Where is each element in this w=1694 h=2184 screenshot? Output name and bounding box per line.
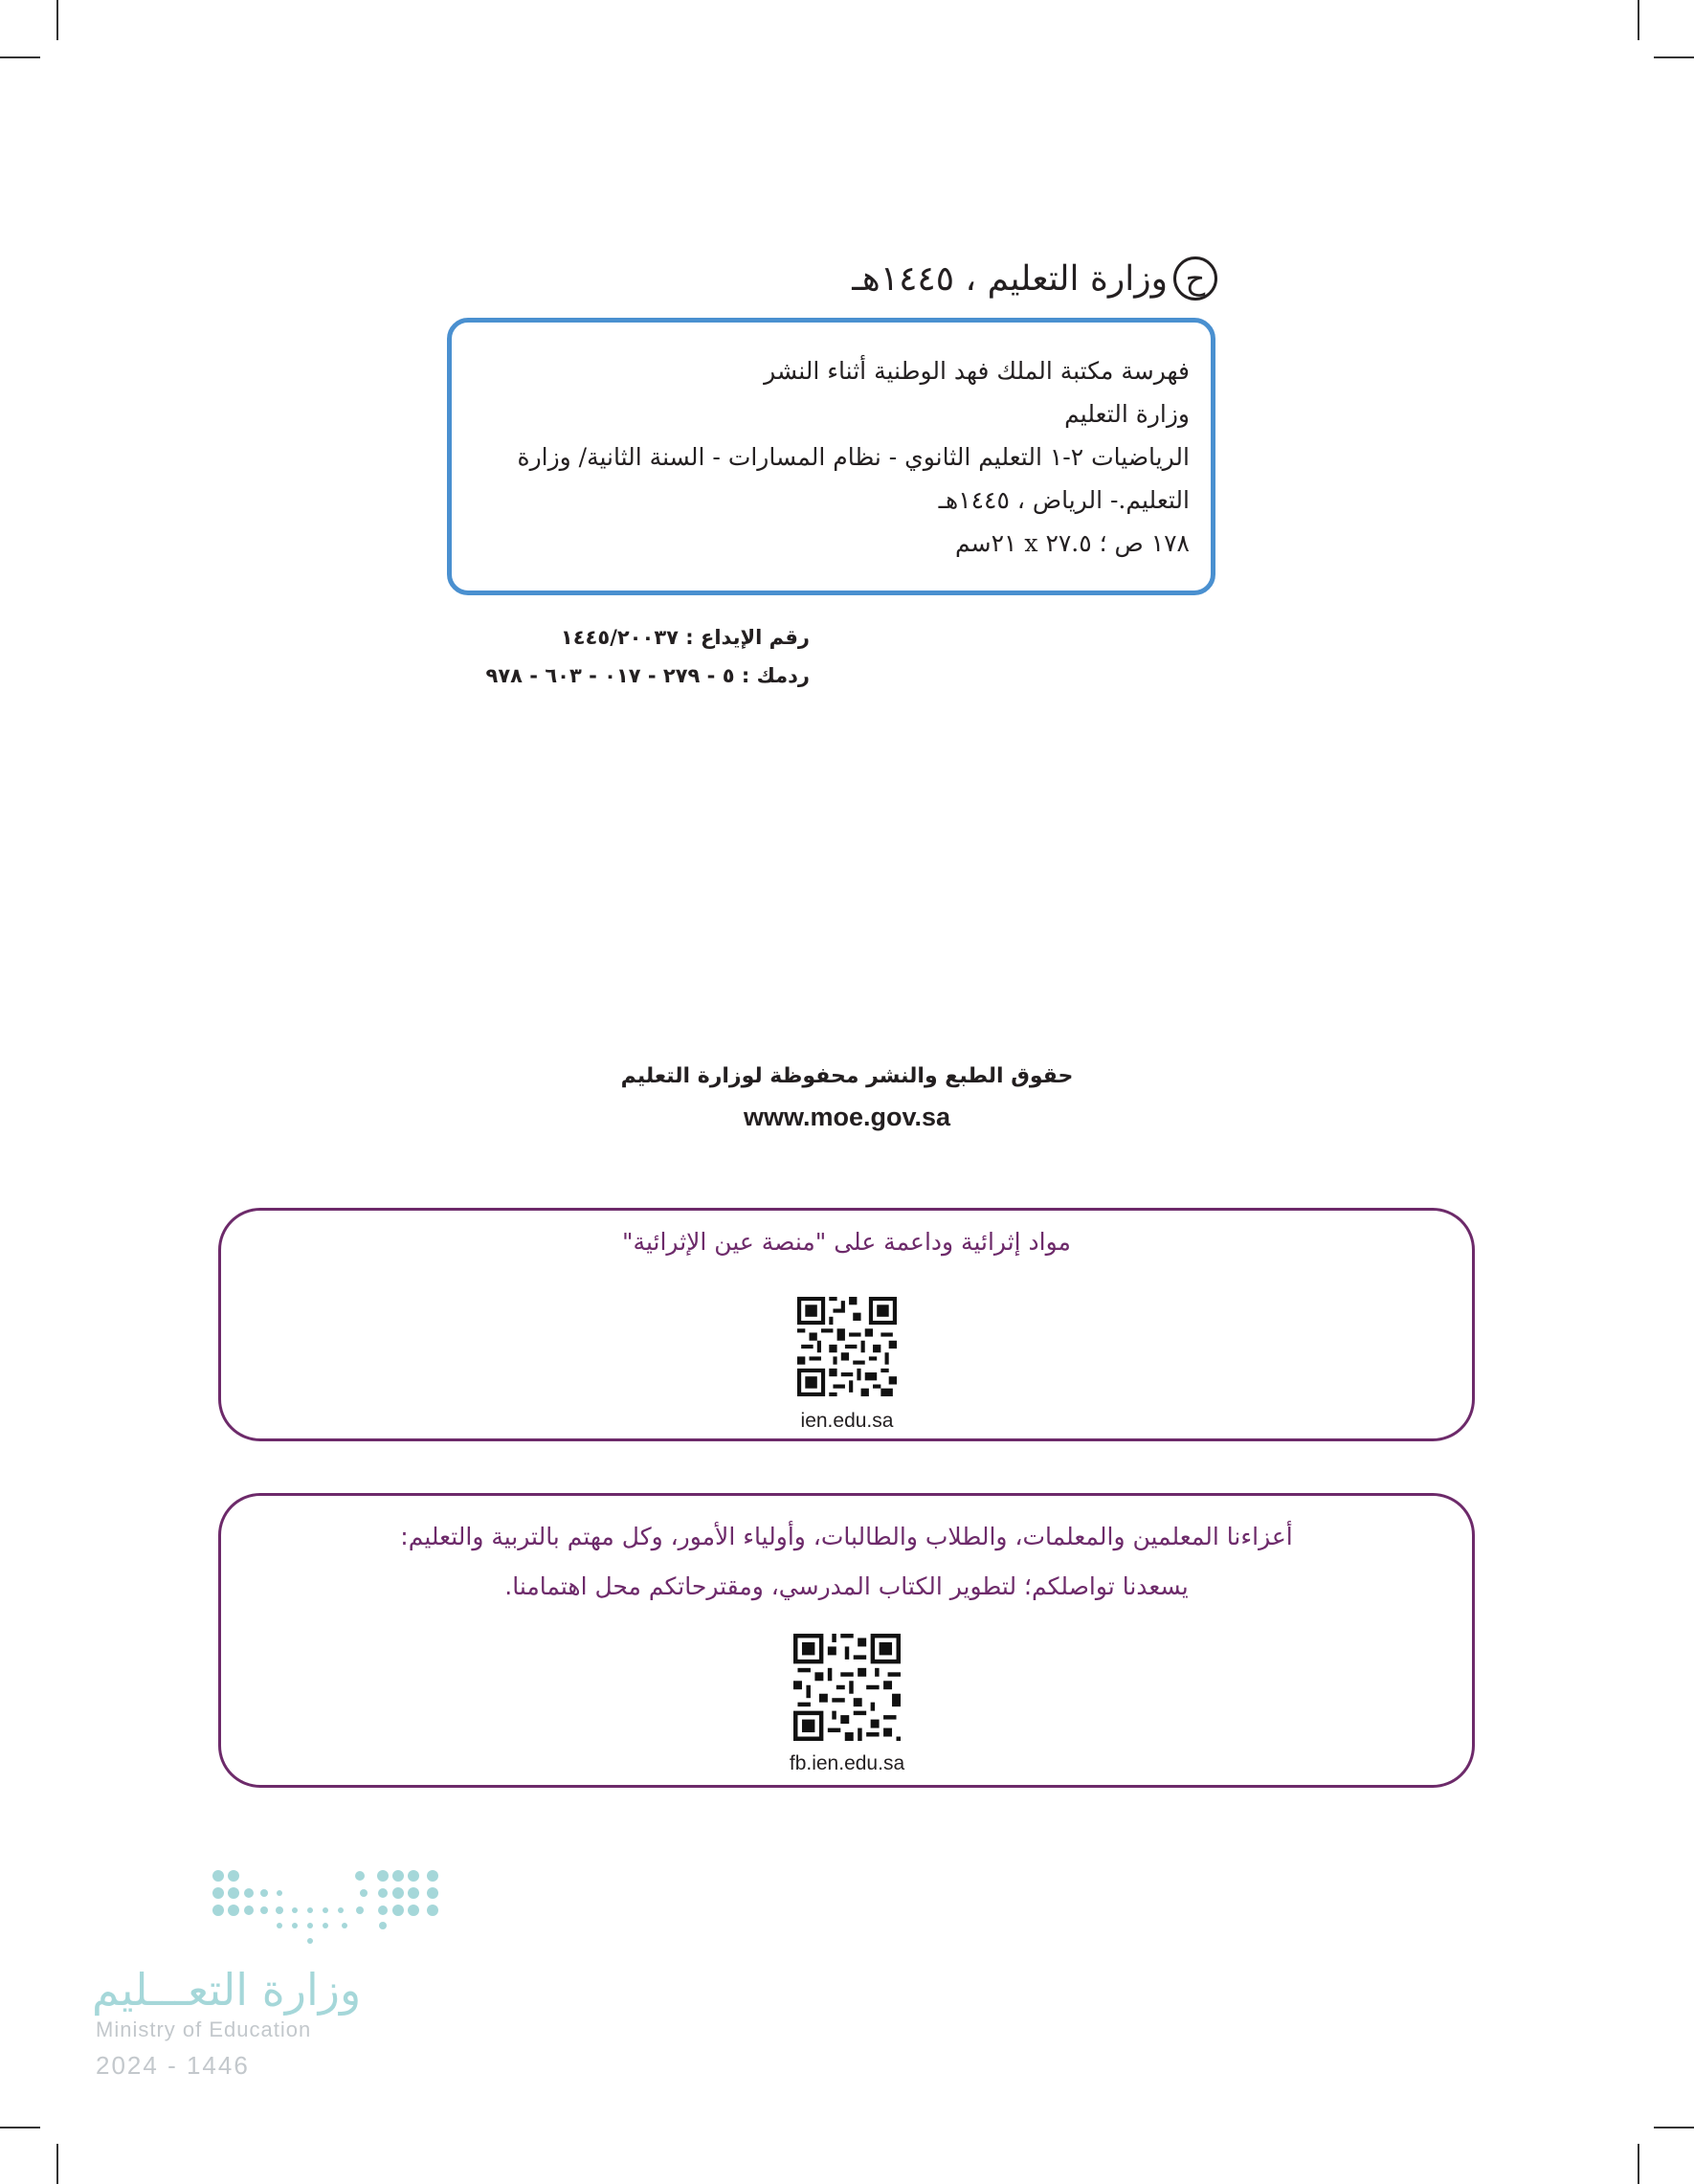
ien-platform-box (218, 1208, 1475, 1441)
crop-mark (0, 2127, 40, 2128)
feedback-line-1: أعزاءنا المعلمين والمعلمات، والطلاب والطالبات، وأولياء الأمور، وكل مهتم بالتربية والتعليم: (400, 1523, 1293, 1550)
deposit-number: رقم الإيداع : ١٤٤٥/٢٠٠٣٧ (560, 626, 810, 649)
qr-code-icon[interactable] (793, 1634, 901, 1741)
ministry-logo-arabic: وزارة التعـــليم (92, 1964, 362, 2016)
catalog-line: الرياضيات ٢-١ التعليم الثانوي - نظام المسارات - السنة الثانية/ وزارة (517, 443, 1190, 471)
catalog-line: التعليم.- الرياض ، ١٤٤٥هـ (938, 486, 1190, 514)
copyright-text: وزارة التعليم ، ١٤٤٥هـ (852, 258, 1168, 299)
copyright-symbol: ح (1173, 256, 1217, 301)
crop-mark (1638, 0, 1639, 40)
ien-url[interactable]: ien.edu.sa (800, 1410, 894, 1432)
crop-mark (56, 0, 58, 40)
crop-mark (1638, 2144, 1639, 2184)
catalog-line: فهرسة مكتبة الملك فهد الوطنية أثناء النشر (764, 357, 1190, 385)
copyright-line (852, 256, 1217, 301)
crop-mark (1654, 2127, 1694, 2128)
qr-code-icon[interactable] (797, 1297, 897, 1396)
isbn-number: ردمك : ٥ - ٢٧٩ - ٠١٧ - ٦٠٣ - ٩٧٨ (485, 664, 810, 687)
catalog-line: وزارة التعليم (1064, 400, 1190, 428)
crop-mark (1654, 56, 1694, 58)
feedback-box (218, 1493, 1475, 1788)
rights-notice: حقوق الطبع والنشر محفوظة لوزارة التعليم (620, 1064, 1074, 1088)
website-link[interactable]: www.moe.gov.sa (743, 1103, 951, 1131)
catalog-line: ١٧٨ ص ؛ ٢٧.٥ x ٢١سم (954, 529, 1190, 557)
feedback-line-2: يسعدنا تواصلكم؛ لتطوير الكتاب المدرسي، ومقترحاتكم محل اهتمامنا. (504, 1572, 1189, 1600)
crop-mark (56, 2144, 58, 2184)
feedback-url[interactable]: fb.ien.edu.sa (789, 1752, 905, 1774)
ministry-logo-year: 2024 - 1446 (96, 2051, 250, 2080)
crop-mark (0, 56, 40, 58)
ien-box-text: مواد إثرائية وداعمة على "منصة عين الإثرائية" (622, 1228, 1071, 1256)
ministry-logo-english: Ministry of Education (96, 2017, 312, 2041)
cataloging-box (447, 318, 1215, 595)
ministry-dots-logo-icon (207, 1866, 450, 1949)
deposit-info (486, 618, 810, 695)
